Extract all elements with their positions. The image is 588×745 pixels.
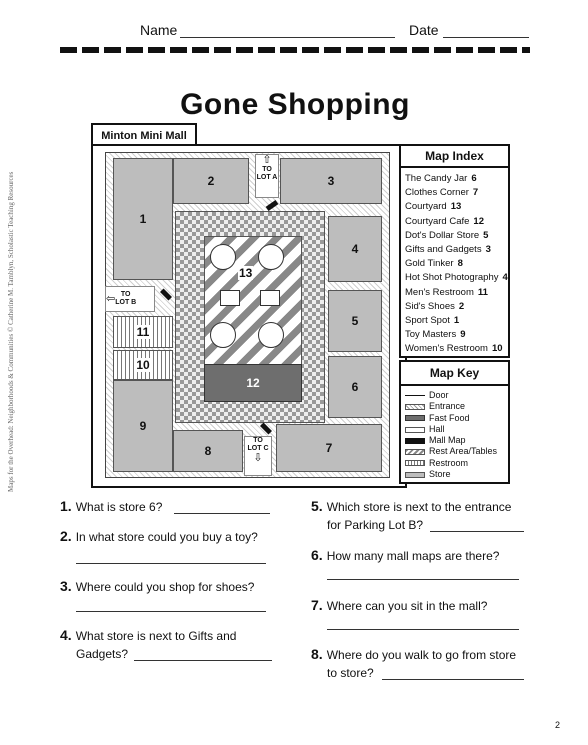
mall-name-tab: Minton Mini Mall [91, 123, 197, 147]
list-item: Mall Map [401, 435, 508, 446]
question-5: 5. Which store is next to the entrance [311, 498, 512, 514]
arrow-down-icon: ⇩ [253, 452, 263, 464]
store-8: 8 [173, 430, 243, 472]
table-icon [220, 290, 240, 306]
question-4-line2: Gadgets? [76, 647, 129, 661]
store-10-restroom [113, 350, 173, 380]
name-line[interactable] [180, 37, 395, 38]
store-11-label: 11 [136, 325, 150, 339]
lot-a-label: TO LOT A [256, 166, 278, 181]
store-11-restroom [113, 316, 173, 348]
answer-line-8[interactable] [382, 679, 524, 680]
entrance-swatch [405, 404, 425, 410]
page-title: Gone Shopping [180, 88, 410, 121]
store-13: 13 [239, 266, 253, 280]
copyright-side-text: Maps for the Overhead: Neighborhoods & Communities © Catherine M. Tamblyn, Scholastic Teaching Resources [7, 171, 15, 492]
question-1: 1. What is store 6? [60, 498, 163, 514]
table-icon [258, 244, 284, 270]
store-10-label: 10 [136, 358, 150, 372]
table-icon [210, 244, 236, 270]
table-icon [260, 290, 280, 306]
question-4: 4. What store is next to Gifts and [60, 627, 237, 643]
map-key-panel [399, 360, 510, 484]
store-3: 3 [280, 158, 382, 204]
list-item: Sport Spot 1 [405, 315, 460, 327]
answer-line-3[interactable] [76, 611, 266, 612]
store-2: 2 [173, 158, 249, 204]
question-8-line2: to store? [327, 666, 374, 680]
answer-line-5[interactable] [430, 531, 524, 532]
list-item: Gifts and Gadgets 3 [405, 244, 491, 256]
list-item: Sid's Shoes 2 [405, 300, 465, 312]
list-item: Men's Restroom 11 [405, 286, 488, 298]
question-5-line2: for Parking Lot B? [327, 518, 424, 532]
restroom-swatch [405, 460, 425, 466]
list-item: Women's Restroom 10 [405, 343, 503, 355]
date-label: Date [409, 22, 439, 38]
list-item: Hot Shot Photography 4 [405, 272, 508, 284]
question-8: 8. Where do you walk to go from store [311, 646, 517, 662]
list-item: Entrance [401, 401, 508, 412]
list-item: Store [401, 469, 508, 480]
mall-map-swatch [405, 438, 425, 444]
name-label: Name [140, 22, 178, 38]
arrow-up-icon: ⇧ [262, 154, 272, 166]
entrance-lot-c [244, 436, 272, 476]
store-4: 4 [328, 216, 382, 282]
door-swatch [405, 395, 425, 396]
list-item: Door [401, 390, 508, 401]
arrow-left-icon: ⇦ [106, 292, 116, 305]
question-3: 3. Where could you shop for shoes? [60, 578, 255, 594]
store-5: 5 [328, 290, 382, 352]
list-item: Gold Tinker 8 [405, 258, 463, 270]
answer-line-1[interactable] [174, 513, 270, 514]
store-7: 7 [276, 424, 382, 472]
rest-area-swatch [405, 449, 425, 455]
store-6: 6 [328, 356, 382, 418]
list-item: Fast Food [401, 413, 508, 424]
answer-line-7[interactable] [327, 629, 519, 630]
map-index-list [401, 168, 508, 357]
store-1: 1 [113, 158, 173, 280]
answer-line-4[interactable] [134, 660, 272, 661]
lot-c-label: TO LOT C [245, 437, 271, 453]
store-swatch [405, 472, 425, 478]
list-item: Courtyard Cafe 12 [405, 215, 484, 227]
date-line[interactable] [443, 37, 529, 38]
question-2: 2. In what store could you buy a toy? [60, 528, 258, 544]
list-item: Dot's Dollar Store 5 [405, 229, 489, 241]
list-item: The Candy Jar 6 [405, 173, 477, 184]
question-7: 7. Where can you sit in the mall? [311, 597, 488, 613]
list-item: Rest Area/Tables [401, 446, 508, 457]
answer-line-6[interactable] [327, 579, 519, 580]
map-key-title: Map Key [401, 362, 508, 386]
table-icon [258, 322, 284, 348]
map-index-title: Map Index [401, 146, 508, 168]
list-item: Restroom [401, 458, 508, 469]
entrance-lot-b [105, 286, 155, 312]
page-number: 2 [555, 720, 561, 730]
table-icon [210, 322, 236, 348]
lot-b-label: TO LOT B [115, 291, 137, 306]
entrance-lot-a [255, 154, 279, 198]
question-6: 6. How many mall maps are there? [311, 547, 500, 563]
map-index-panel [399, 144, 510, 358]
list-item: Hall [401, 424, 508, 435]
hall-swatch [405, 427, 425, 433]
list-item: Clothes Corner 7 [405, 187, 479, 199]
fast-food-swatch [405, 415, 425, 421]
store-12: 12 [204, 364, 302, 402]
map-key-list [401, 386, 508, 480]
answer-line-2[interactable] [76, 563, 266, 564]
store-9: 9 [113, 380, 173, 472]
list-item: Courtyard 13 [405, 201, 462, 213]
header-dash-divider [60, 47, 530, 53]
list-item: Toy Masters 9 [405, 329, 466, 341]
